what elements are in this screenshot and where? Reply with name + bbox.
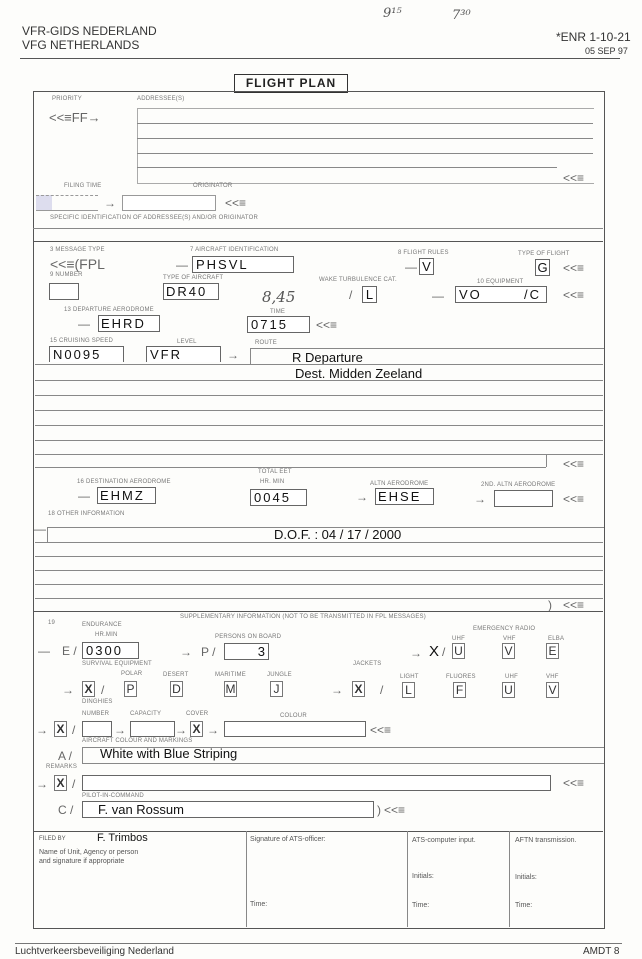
route-line	[35, 395, 603, 396]
item19-number: 19	[48, 620, 56, 626]
arrow-icon: →	[227, 348, 239, 362]
flight-rules-field[interactable]: V	[419, 258, 434, 275]
end-marker: <<≡	[563, 171, 585, 185]
survival-strike-checkbox[interactable]: X	[82, 681, 95, 697]
header-date: 05 SEP 97	[585, 46, 628, 56]
type-of-flight-label: TYPE OF FLIGHT	[518, 251, 570, 257]
header-ref: *ENR 1-10-21	[556, 30, 631, 44]
slash: /	[349, 288, 353, 302]
slash: /	[72, 723, 76, 737]
maritime-checkbox[interactable]: M	[225, 682, 236, 696]
ats-input-time: Time:	[412, 902, 430, 909]
pob-prefix: P /	[201, 645, 216, 659]
ats-input-label: ATS-computer input.	[412, 837, 476, 844]
dash: —	[34, 522, 46, 536]
jungle-label: JUNGLE	[267, 672, 292, 678]
addressees-label: ADDRESSEE(S)	[137, 96, 185, 102]
arrow-icon: →	[474, 492, 486, 506]
route-line	[35, 364, 603, 365]
level-label: LEVEL	[177, 339, 197, 345]
jackets-strike-checkbox[interactable]: X	[352, 681, 365, 697]
ats-time-label: Time:	[250, 901, 268, 908]
route-line	[35, 410, 603, 411]
addressee-line	[137, 153, 593, 154]
ats-signature-label: Signature of ATS-officer:	[250, 836, 326, 843]
close-paren: )	[548, 598, 552, 612]
filed-by-label: FILED BY	[39, 836, 66, 842]
equipment-field[interactable]	[455, 286, 547, 303]
dinghies-label: DINGHIES	[82, 699, 113, 705]
route-line	[35, 467, 546, 468]
end-marker: <<≡	[563, 776, 585, 790]
dash: —	[405, 260, 417, 274]
radio-uhf-checkbox[interactable]: U	[452, 643, 465, 659]
level-field[interactable]: VFR	[146, 346, 221, 362]
filed-by-note-2: and signature if appropriate	[39, 858, 125, 865]
route-line	[35, 380, 603, 381]
total-eet-field[interactable]: 0045	[250, 489, 307, 506]
divider	[246, 831, 247, 927]
form-title: FLIGHT PLAN	[234, 74, 348, 93]
dash: —	[176, 258, 188, 272]
wake-turbulence-label: WAKE TURBULENCE CAT.	[319, 277, 397, 283]
other-info-line	[35, 556, 603, 557]
end-marker: <<≡	[225, 196, 247, 210]
arrow-icon: →	[104, 196, 116, 210]
jacket-uhf-checkbox[interactable]: U	[502, 682, 515, 698]
number-field[interactable]	[49, 283, 79, 300]
end-marker: <<≡	[563, 598, 585, 612]
aircraft-colour-label: AIRCRAFT COLOUR AND MARKINGS	[82, 738, 193, 744]
jackets-label: JACKETS	[353, 661, 382, 667]
aircraft-colour-prefix: A /	[58, 749, 73, 763]
type-of-flight-field[interactable]: G	[535, 259, 550, 276]
aftn-time: Time:	[515, 902, 533, 909]
destination-field[interactable]: EHMZ	[97, 487, 156, 504]
priority-label: PRIORITY	[52, 96, 82, 102]
jungle-checkbox[interactable]: J	[270, 681, 283, 697]
end-marker: <<≡	[370, 723, 392, 737]
dinghies-strike-checkbox[interactable]: X	[54, 721, 67, 737]
light-checkbox[interactable]: L	[402, 682, 415, 698]
other-info-line	[35, 584, 603, 585]
arrow-icon: →	[36, 777, 48, 791]
endurance-field[interactable]: 0300	[82, 642, 139, 659]
route-line	[35, 440, 603, 441]
maritime-label: MARITIME	[215, 672, 246, 678]
fluores-label: FLUORES	[446, 674, 476, 680]
slash: /	[72, 777, 76, 791]
arrow-icon: →	[175, 723, 187, 737]
header-rule	[20, 58, 620, 59]
close-paren: )	[377, 803, 381, 817]
originator-label: ORIGINATOR	[193, 183, 233, 189]
polar-label: POLAR	[121, 671, 143, 677]
end-marker: <<≡	[316, 318, 338, 332]
message-type-value: <<≡(FPL	[50, 256, 105, 272]
addressee-line	[137, 138, 593, 139]
slash: /	[101, 683, 105, 697]
originator-field[interactable]	[122, 195, 216, 211]
number-label: 9 NUMBER	[50, 272, 83, 278]
survival-label: SURVIVAL EQUIPMENT	[82, 661, 152, 667]
dinghy-colour-label: COLOUR	[280, 713, 307, 719]
slash: /	[442, 645, 446, 659]
time-label: TIME	[270, 309, 286, 315]
slash: /	[380, 683, 384, 697]
addressees-field[interactable]	[137, 108, 594, 184]
pob-label: PERSONS ON BOARD	[215, 634, 282, 640]
departure-field[interactable]: EHRD	[98, 315, 160, 332]
end-marker: <<≡	[563, 288, 585, 302]
arrow-icon: →	[180, 645, 192, 659]
fluores-checkbox[interactable]: F	[453, 682, 466, 698]
aircraft-id-label: 7 AIRCRAFT IDENTIFICATION	[190, 247, 279, 253]
arrow-icon: →	[331, 683, 343, 697]
pic-prefix: C /	[58, 803, 74, 817]
dash: —	[78, 489, 90, 503]
dinghy-number-label: NUMBER	[82, 711, 110, 717]
other-info-line	[35, 570, 603, 571]
jacket-vhf-checkbox[interactable]: V	[546, 682, 559, 698]
route-line	[35, 425, 603, 426]
handwritten-note-1: 9¹⁵	[383, 6, 402, 21]
type-of-aircraft-field[interactable]: DR40	[163, 283, 219, 300]
priority-value: <<≡FF→	[49, 110, 101, 125]
ats-input-initials: Initials:	[412, 873, 434, 880]
divider	[509, 831, 510, 927]
handwritten-note-2: 7³⁰	[452, 8, 471, 23]
other-info-line	[35, 542, 603, 543]
radio-elba-checkbox[interactable]: E	[546, 643, 559, 659]
dinghy-cover-label: COVER	[186, 711, 209, 717]
end-marker: <<≡	[384, 803, 406, 817]
end-marker: <<≡	[563, 261, 585, 275]
pob-field[interactable]: 3	[224, 643, 269, 660]
filing-time-label: FILING TIME	[64, 183, 102, 189]
divider	[407, 831, 408, 927]
route-line	[546, 454, 547, 467]
altn2-field[interactable]	[494, 490, 553, 507]
header-title-en: VFG NETHERLANDS	[22, 38, 140, 52]
footer-publisher: Luchtverkeersbeveiliging Nederland	[15, 946, 174, 957]
route-line	[35, 454, 603, 455]
addressee-line	[137, 123, 593, 124]
dash: —	[78, 317, 90, 331]
jacket-vhf-label: VHF	[546, 674, 559, 680]
remarks-field[interactable]	[82, 775, 551, 791]
hr-min-label: HR. MIN	[260, 479, 285, 485]
dinghy-capacity-field[interactable]	[130, 721, 175, 737]
vhf-label: VHF	[503, 636, 516, 642]
other-info-label: 18 OTHER INFORMATION	[48, 511, 125, 517]
altn2-label: 2ND. ALTN AERODROME	[481, 482, 556, 488]
wake-turbulence-field[interactable]: L	[362, 286, 377, 303]
arrow-icon: →	[36, 723, 48, 737]
arrow-icon: →	[207, 723, 219, 737]
cruising-speed-field[interactable]: N0095	[49, 346, 124, 362]
aircraft-colour-value: White with Blue Striping	[100, 746, 238, 761]
polar-checkbox[interactable]: P	[124, 681, 137, 697]
filed-by-note-1: Name of Unit, Agency or person	[39, 849, 139, 856]
divider	[33, 228, 603, 229]
divider	[33, 241, 603, 242]
dinghy-number-field[interactable]	[82, 721, 112, 737]
dinghy-cover-checkbox[interactable]: X	[190, 721, 203, 737]
altn-field[interactable]: EHSE	[375, 488, 434, 505]
aftn-initials: Initials:	[515, 874, 537, 881]
filing-time-field[interactable]	[36, 195, 98, 211]
light-label: LIGHT	[400, 674, 419, 680]
other-info-line	[35, 598, 603, 599]
endurance-prefix: E /	[62, 644, 77, 658]
end-marker: <<≡	[563, 492, 585, 506]
specific-id-label: SPECIFIC IDENTIFICATION OF ADDRESSEE(S) AND/OR ORIGINATOR	[50, 215, 259, 221]
total-eet-label: TOTAL EET	[258, 469, 292, 475]
other-info-value: D.O.F. : 04 / 17 / 2000	[274, 527, 402, 542]
equipment-value: VO	[459, 287, 482, 302]
elba-label: ELBA	[548, 636, 565, 642]
dinghy-capacity-label: CAPACITY	[130, 711, 162, 717]
hrmin-label: HR.MIN	[95, 632, 118, 638]
pic-label: PILOT-IN-COMMAND	[82, 793, 144, 799]
message-type-label: 3 MESSAGE TYPE	[50, 247, 105, 253]
aircraft-id-field[interactable]: PHSVL	[192, 256, 294, 273]
flight-rules-label: 8 FLIGHT RULES	[398, 250, 449, 256]
arrow-icon: →	[410, 646, 422, 660]
radio-strike-x: X	[429, 643, 440, 660]
departure-time-field[interactable]: 0715	[247, 316, 310, 333]
handwritten-time: 8,45	[262, 288, 296, 306]
radio-vhf-checkbox[interactable]: V	[502, 643, 515, 659]
supplementary-label: SUPPLEMENTARY INFORMATION (NOT TO BE TRANSMITTED IN FPL MESSAGES)	[180, 614, 426, 620]
desert-label: DESERT	[163, 672, 189, 678]
cruising-speed-label: 15 CRUISING SPEED	[50, 338, 114, 344]
header-title-nl: VFR-GIDS NEDERLAND	[22, 24, 157, 38]
type-of-aircraft-label: TYPE OF AIRCRAFT	[163, 275, 224, 281]
footer-amendment: AMDT 8	[583, 946, 620, 957]
uhf-label: UHF	[452, 636, 465, 642]
divider	[33, 611, 603, 612]
end-marker: <<≡	[563, 457, 585, 471]
route-label: ROUTE	[255, 340, 277, 346]
equipment-value-2: /C	[524, 287, 541, 302]
departure-label: 13 DEPARTURE AERODROME	[64, 307, 154, 313]
altn-label: ALTN AERODROME	[370, 481, 429, 487]
pic-value: F. van Rossum	[98, 802, 184, 817]
emergency-radio-label: EMERGENCY RADIO	[473, 626, 536, 632]
footer-rule	[15, 943, 622, 944]
addressee-line	[137, 167, 557, 168]
equipment-label: 10 EQUIPMENT	[477, 279, 524, 285]
dash: —	[38, 644, 50, 658]
dinghy-colour-field[interactable]	[224, 721, 366, 737]
jacket-uhf-label: UHF	[505, 674, 518, 680]
arrow-icon: →	[62, 683, 74, 697]
dash: —	[432, 289, 444, 303]
remarks-strike-checkbox[interactable]: X	[54, 775, 67, 791]
arrow-icon: →	[114, 723, 126, 737]
route-line-2: Dest. Midden Zeeland	[295, 366, 423, 381]
remarks-label: REMARKS	[46, 764, 78, 770]
filed-by-value: F. Trimbos	[97, 832, 148, 844]
aftn-label: AFTN transmission.	[515, 837, 577, 844]
endurance-label: ENDURANCE	[82, 622, 122, 628]
route-line-1: R Departure	[292, 350, 363, 365]
destination-label: 16 DESTINATION AERODROME	[77, 479, 171, 485]
desert-checkbox[interactable]: D	[170, 681, 183, 697]
arrow-icon: →	[356, 490, 368, 504]
